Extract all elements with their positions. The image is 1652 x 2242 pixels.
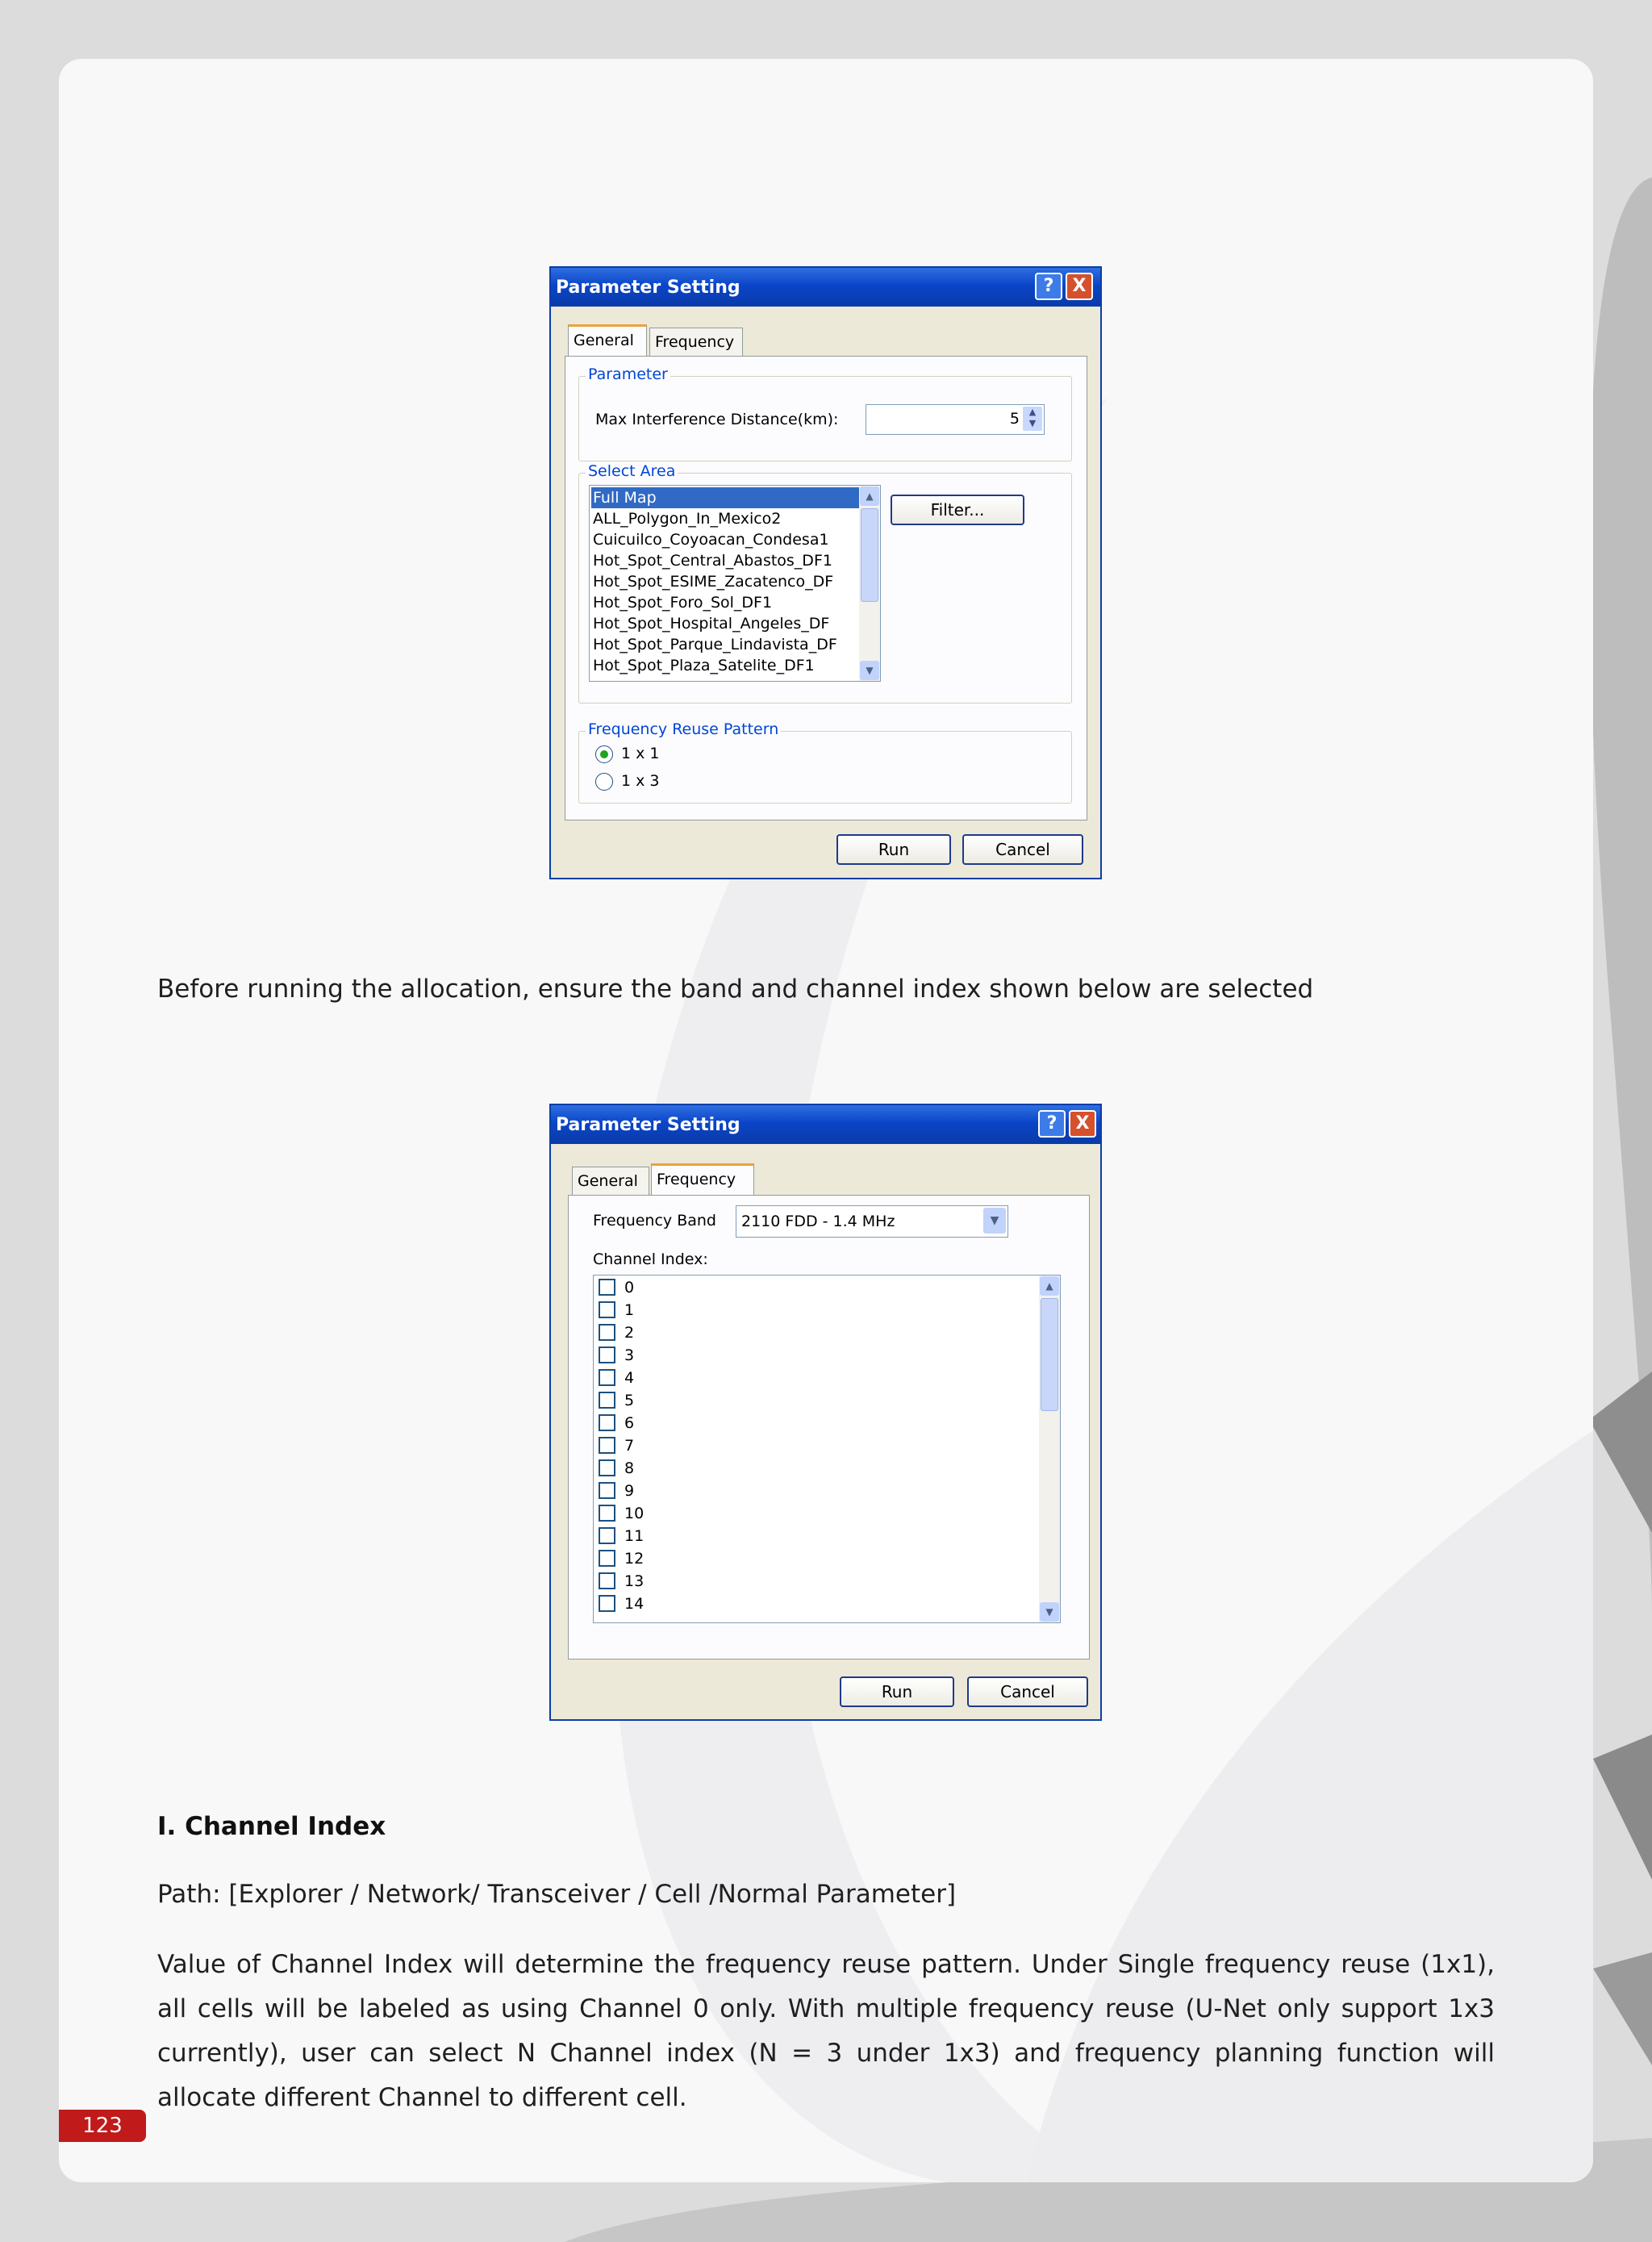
dialog-title: Parameter Setting [556, 1115, 740, 1135]
channel-label: 1 [624, 1301, 635, 1319]
parameter-setting-dialog-frequency [549, 1104, 1102, 1721]
frequency-band-select[interactable] [736, 1205, 1008, 1238]
checkbox[interactable] [599, 1324, 615, 1341]
channel-label: 7 [624, 1437, 635, 1455]
list-item[interactable]: Hot_Spot_Central_Abastos_DF1 [593, 552, 832, 570]
list-item[interactable]: Hot_Spot_Hospital_Angeles_DF [593, 615, 830, 633]
channel-label: 0 [624, 1279, 635, 1296]
scroll-up-icon[interactable]: ▲ [1040, 1276, 1059, 1296]
checkbox[interactable] [599, 1505, 615, 1522]
checkbox[interactable] [599, 1279, 615, 1296]
close-icon[interactable]: X [1069, 1110, 1096, 1138]
checkbox[interactable] [599, 1414, 615, 1431]
checkbox[interactable] [599, 1459, 615, 1476]
intro-text: Before running the allocation, ensure the band and channel index shown below are selected [157, 975, 1314, 1004]
tab-panel-frequency [568, 1195, 1090, 1660]
scrollbar-thumb[interactable] [1041, 1298, 1058, 1411]
run-button[interactable]: Run [836, 834, 951, 865]
dialog-title: Parameter Setting [556, 278, 740, 298]
reuse-1x1-label: 1 x 1 [621, 745, 660, 762]
cancel-button[interactable]: Cancel [967, 1676, 1088, 1707]
checkbox[interactable] [599, 1595, 615, 1612]
parameter-group-label: Parameter [586, 365, 670, 383]
area-listbox[interactable] [589, 485, 881, 682]
max-distance-value: 5 [1009, 410, 1020, 428]
checkbox[interactable] [599, 1437, 615, 1454]
scroll-up-icon[interactable]: ▲ [860, 486, 879, 506]
close-icon[interactable]: X [1066, 273, 1093, 300]
radio-selected-dot [600, 750, 608, 758]
max-distance-label: Max Interference Distance(km): [595, 411, 839, 428]
channel-label: 11 [624, 1527, 645, 1545]
parameter-setting-dialog-general [549, 266, 1102, 879]
spinner-arrows-icon[interactable]: ▲ ▼ [1023, 407, 1042, 431]
checkbox[interactable] [599, 1301, 615, 1318]
page-number: 123 [59, 2110, 146, 2142]
list-item[interactable]: Hot_Spot_Plaza_Satelite_DF1 [593, 657, 815, 674]
tab-panel-general [565, 356, 1087, 820]
help-icon[interactable]: ? [1038, 1110, 1066, 1138]
list-item[interactable]: Full Map [591, 487, 859, 508]
channel-index-list[interactable] [593, 1275, 1061, 1623]
cancel-button[interactable]: Cancel [962, 834, 1083, 865]
list-item[interactable]: Cuicuilco_Coyoacan_Condesa1 [593, 531, 829, 549]
section-paragraph: Value of Channel Index will determine the frequency reuse pattern. Under Single frequency reuse (1x1), all cells will be labeled as using Channel 0 only. With multiple frequency reuse (U-Net only support 1x3 currently), user can select N Channel index (N = 3 under 1x3) and frequency planning function will allocate different Channel to different cell. [157, 1950, 1495, 2112]
frequency-band-label: Frequency Band [593, 1212, 716, 1230]
checkbox[interactable] [599, 1572, 615, 1589]
scroll-down-icon[interactable]: ▼ [1040, 1602, 1059, 1622]
channel-label: 9 [624, 1482, 635, 1500]
channel-label: 12 [624, 1550, 645, 1568]
channel-scrollbar[interactable] [1039, 1275, 1060, 1622]
checkbox[interactable] [599, 1550, 615, 1567]
section-path: Path: [Explorer / Network/ Transceiver / Cell /Normal Parameter] [157, 1880, 957, 1909]
reuse-1x3-radio[interactable] [595, 773, 613, 791]
scrollbar-thumb[interactable] [861, 508, 878, 602]
channel-label: 3 [624, 1346, 635, 1364]
channel-index-label: Channel Index: [593, 1250, 708, 1268]
tab-frequency[interactable]: Frequency [651, 1163, 754, 1196]
reuse-pattern-group-label: Frequency Reuse Pattern [586, 720, 781, 738]
channel-label: 10 [624, 1505, 645, 1522]
tab-general[interactable]: General [572, 1167, 649, 1196]
checkbox[interactable] [599, 1392, 615, 1409]
section-heading: I. Channel Index [157, 1812, 386, 1841]
channel-label: 4 [624, 1369, 635, 1387]
help-icon[interactable]: ? [1035, 273, 1062, 300]
channel-label: 14 [624, 1595, 645, 1613]
list-item[interactable]: Hot_Spot_ESIME_Zacatenco_DF [593, 573, 834, 591]
max-distance-spinner[interactable] [866, 404, 1045, 435]
checkbox[interactable] [599, 1346, 615, 1363]
select-area-group [578, 462, 1072, 703]
scroll-down-icon[interactable]: ▼ [860, 661, 879, 680]
checkbox[interactable] [599, 1527, 615, 1544]
channel-label: 5 [624, 1392, 635, 1409]
select-area-group-label: Select Area [586, 462, 678, 480]
dialog-titlebar [551, 268, 1100, 307]
frequency-band-value: 2110 FDD - 1.4 MHz [741, 1213, 895, 1230]
area-scrollbar[interactable] [859, 486, 880, 681]
chevron-down-icon[interactable]: ▼ [983, 1208, 1006, 1234]
list-item[interactable]: Hot_Spot_Foro_Sol_DF1 [593, 594, 773, 612]
reuse-1x1-radio[interactable] [595, 745, 613, 763]
channel-label: 8 [624, 1459, 635, 1477]
list-item[interactable]: Hot_Spot_Parque_Lindavista_DF [593, 636, 837, 653]
tab-general[interactable]: General [568, 324, 647, 357]
list-item[interactable]: ALL_Polygon_In_Mexico2 [593, 510, 782, 528]
channel-label: 2 [624, 1324, 635, 1342]
channel-label: 6 [624, 1414, 635, 1432]
checkbox[interactable] [599, 1369, 615, 1386]
dialog-titlebar [551, 1105, 1100, 1144]
checkbox[interactable] [599, 1482, 615, 1499]
tab-frequency[interactable]: Frequency [649, 328, 743, 357]
filter-button[interactable]: Filter... [891, 495, 1024, 525]
reuse-1x3-label: 1 x 3 [621, 772, 660, 790]
run-button[interactable]: Run [840, 1676, 954, 1707]
channel-label: 13 [624, 1572, 645, 1590]
parameter-group [578, 365, 1072, 461]
reuse-pattern-group [578, 720, 1072, 804]
